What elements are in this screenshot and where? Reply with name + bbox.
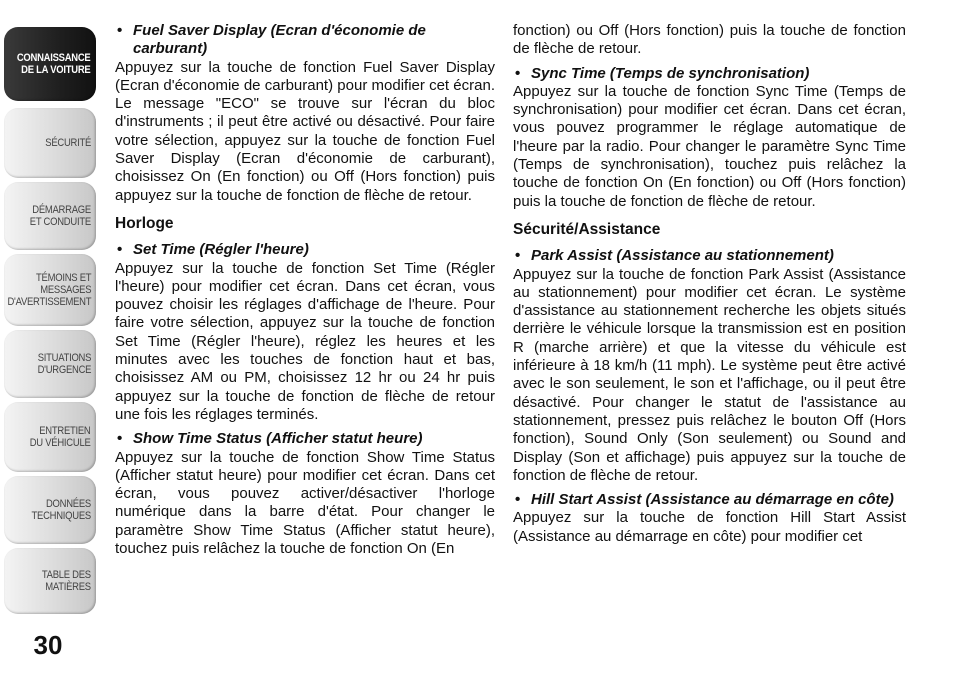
- bullet-hill-start: [513, 491, 906, 509]
- set-time-text: Appuyez sur la touche de fonction Set Time (Régler l'heure) pour modifier cet écran. Dans cet écran, vous pouvez choisir les réglages d'affichage de l'heure. Pour faire votre sélection, appuyez sur la touche de fonction Set Time (Régler l'heure), réglez les heures et les minutes avec les touches de fonction haut et bas, choisissez AM ou PM, choisissez 12 hr ou 24 hr puis appuyez sur la touche de fonction de flèche de retour une fois les réglages terminés.: [115, 259, 495, 423]
- tab-label: DONNÉES TECHNIQUES: [31, 498, 91, 522]
- park-assist-text: Appuyez sur la touche de fonction Park Assist (Assistance au stationnement) pour modifier cet écran. Le système d'assistance au stationnement recherche les objets situés derrière le véhicule lorsque la transmission est en position R (marche arrière) et que la vitesse du véhicule est inférieure à 18 km/h (11 mph). Le système peut être activé avec le son seulement, le son et l'affichage, ou il peut être désactivé. Pour changer le statut de l'assistance au stationnement, pressez puis relâchez le bouton Off (Hors fonction), Sound Only (Son seulement) ou Sound and Display (Son et affichage) puis appuyez sur la touche de fonction de flèche de retour.: [513, 265, 906, 484]
- bullet-set-time: [115, 241, 495, 259]
- tab-donnees-techniques[interactable]: [4, 476, 96, 544]
- right-column: [513, 22, 906, 546]
- page-number: 30: [33, 630, 63, 660]
- tab-securite[interactable]: [4, 108, 96, 178]
- tab-label: SITUATIONS D'URGENCE: [37, 352, 91, 376]
- tab-table-matieres[interactable]: [4, 548, 96, 614]
- tab-label: ENTRETIEN DU VÉHICULE: [30, 425, 91, 449]
- bullet-park-assist: [513, 247, 906, 265]
- chapter-tabs: [0, 0, 100, 678]
- tab-entretien-vehicule[interactable]: [4, 402, 96, 472]
- set-time-title: Set Time (Régler l'heure): [133, 241, 309, 259]
- bullet-dot: •: [515, 64, 521, 82]
- tab-label: TÉMOINS ET MESSAGES D'AVERTISSEMENT: [7, 272, 91, 308]
- left-column: [115, 22, 495, 558]
- hill-start-title: Hill Start Assist (Assistance au démarrage en côte): [531, 491, 894, 509]
- bullet-dot: •: [515, 491, 521, 509]
- securite-heading: Sécurité/Assistance: [513, 220, 661, 238]
- bullet-dot: •: [515, 247, 521, 265]
- bullet-show-time: [115, 430, 495, 448]
- hill-start-text: Appuyez sur la touche de fonction Hill Start Assist (Assistance au démarrage en côte) pour modifier cet: [513, 509, 906, 545]
- bullet-dot: •: [117, 430, 123, 448]
- sync-time-text: Appuyez sur la touche de fonction Sync Time (Temps de synchronisation) pour modifier cet écran. Dans cet écran, vous pouvez programmer le réglage automatique de l'heure par la radio. Pour changer le paramètre Sync Time (Temps de synchronisation), touchez puis relâchez la touche de fonction On (En fonction) ou Off (Hors fonction) puis la touche de fonction de flèche de retour.: [513, 82, 906, 210]
- tab-label: TABLE DES MATIÈRES: [41, 569, 91, 593]
- tab-connaissance-voiture[interactable]: [4, 27, 96, 101]
- tab-label: DÉMARRAGE ET CONDUITE: [29, 204, 91, 228]
- tab-situations-urgence[interactable]: [4, 330, 96, 398]
- show-time-text: Appuyez sur la touche de fonction Show Time Status (Afficher statut heure) pour modifier cet écran. Dans cet écran, vous pouvez activer/désactiver l'horloge numérique dans la barre d'état. Pour changer le paramètre Show Time Status (Afficher statut heure), touchez puis relâchez la touche de fonction On (En: [115, 448, 495, 558]
- fuel-saver-title: Fuel Saver Display (Ecran d'économie de carburant): [133, 22, 426, 58]
- bullet-dot: •: [117, 241, 123, 259]
- sync-time-title: Sync Time (Temps de synchronisation): [531, 64, 810, 82]
- bullet-sync-time: [513, 65, 906, 83]
- horloge-heading: Horloge: [115, 214, 174, 232]
- tab-demarrage-conduite[interactable]: [4, 182, 96, 250]
- show-time-title: Show Time Status (Afficher statut heure): [133, 430, 423, 448]
- park-assist-title: Park Assist (Assistance au stationnement): [531, 247, 834, 265]
- fuel-saver-text: Appuyez sur la touche de fonction Fuel Saver Display (Ecran d'économie de carburant) pour modifier cet écran. Le message "ECO" se trouve sur l'écran du bloc d'instruments ; il peut être activé ou désactivé. Pour faire votre sélection, appuyez sur la touche de fonction Fuel Saver Display (Ecran d'économie de carburant), choisissez On (En fonction) ou Off (Hors fonction) puis appuyez sur la touche de fonction de flèche de retour.: [115, 58, 495, 204]
- continuation-text: fonction) ou Off (Hors fonction) puis la touche de fonction de flèche de retour.: [513, 22, 906, 58]
- tab-label: CONNAISSANCE DE LA VOITURE: [17, 52, 91, 76]
- bullet-dot: •: [117, 22, 123, 39]
- tab-label: SÉCURITÉ: [45, 137, 91, 149]
- bullet-fuel-saver: [115, 22, 495, 59]
- tab-temoins-messages[interactable]: [4, 254, 96, 326]
